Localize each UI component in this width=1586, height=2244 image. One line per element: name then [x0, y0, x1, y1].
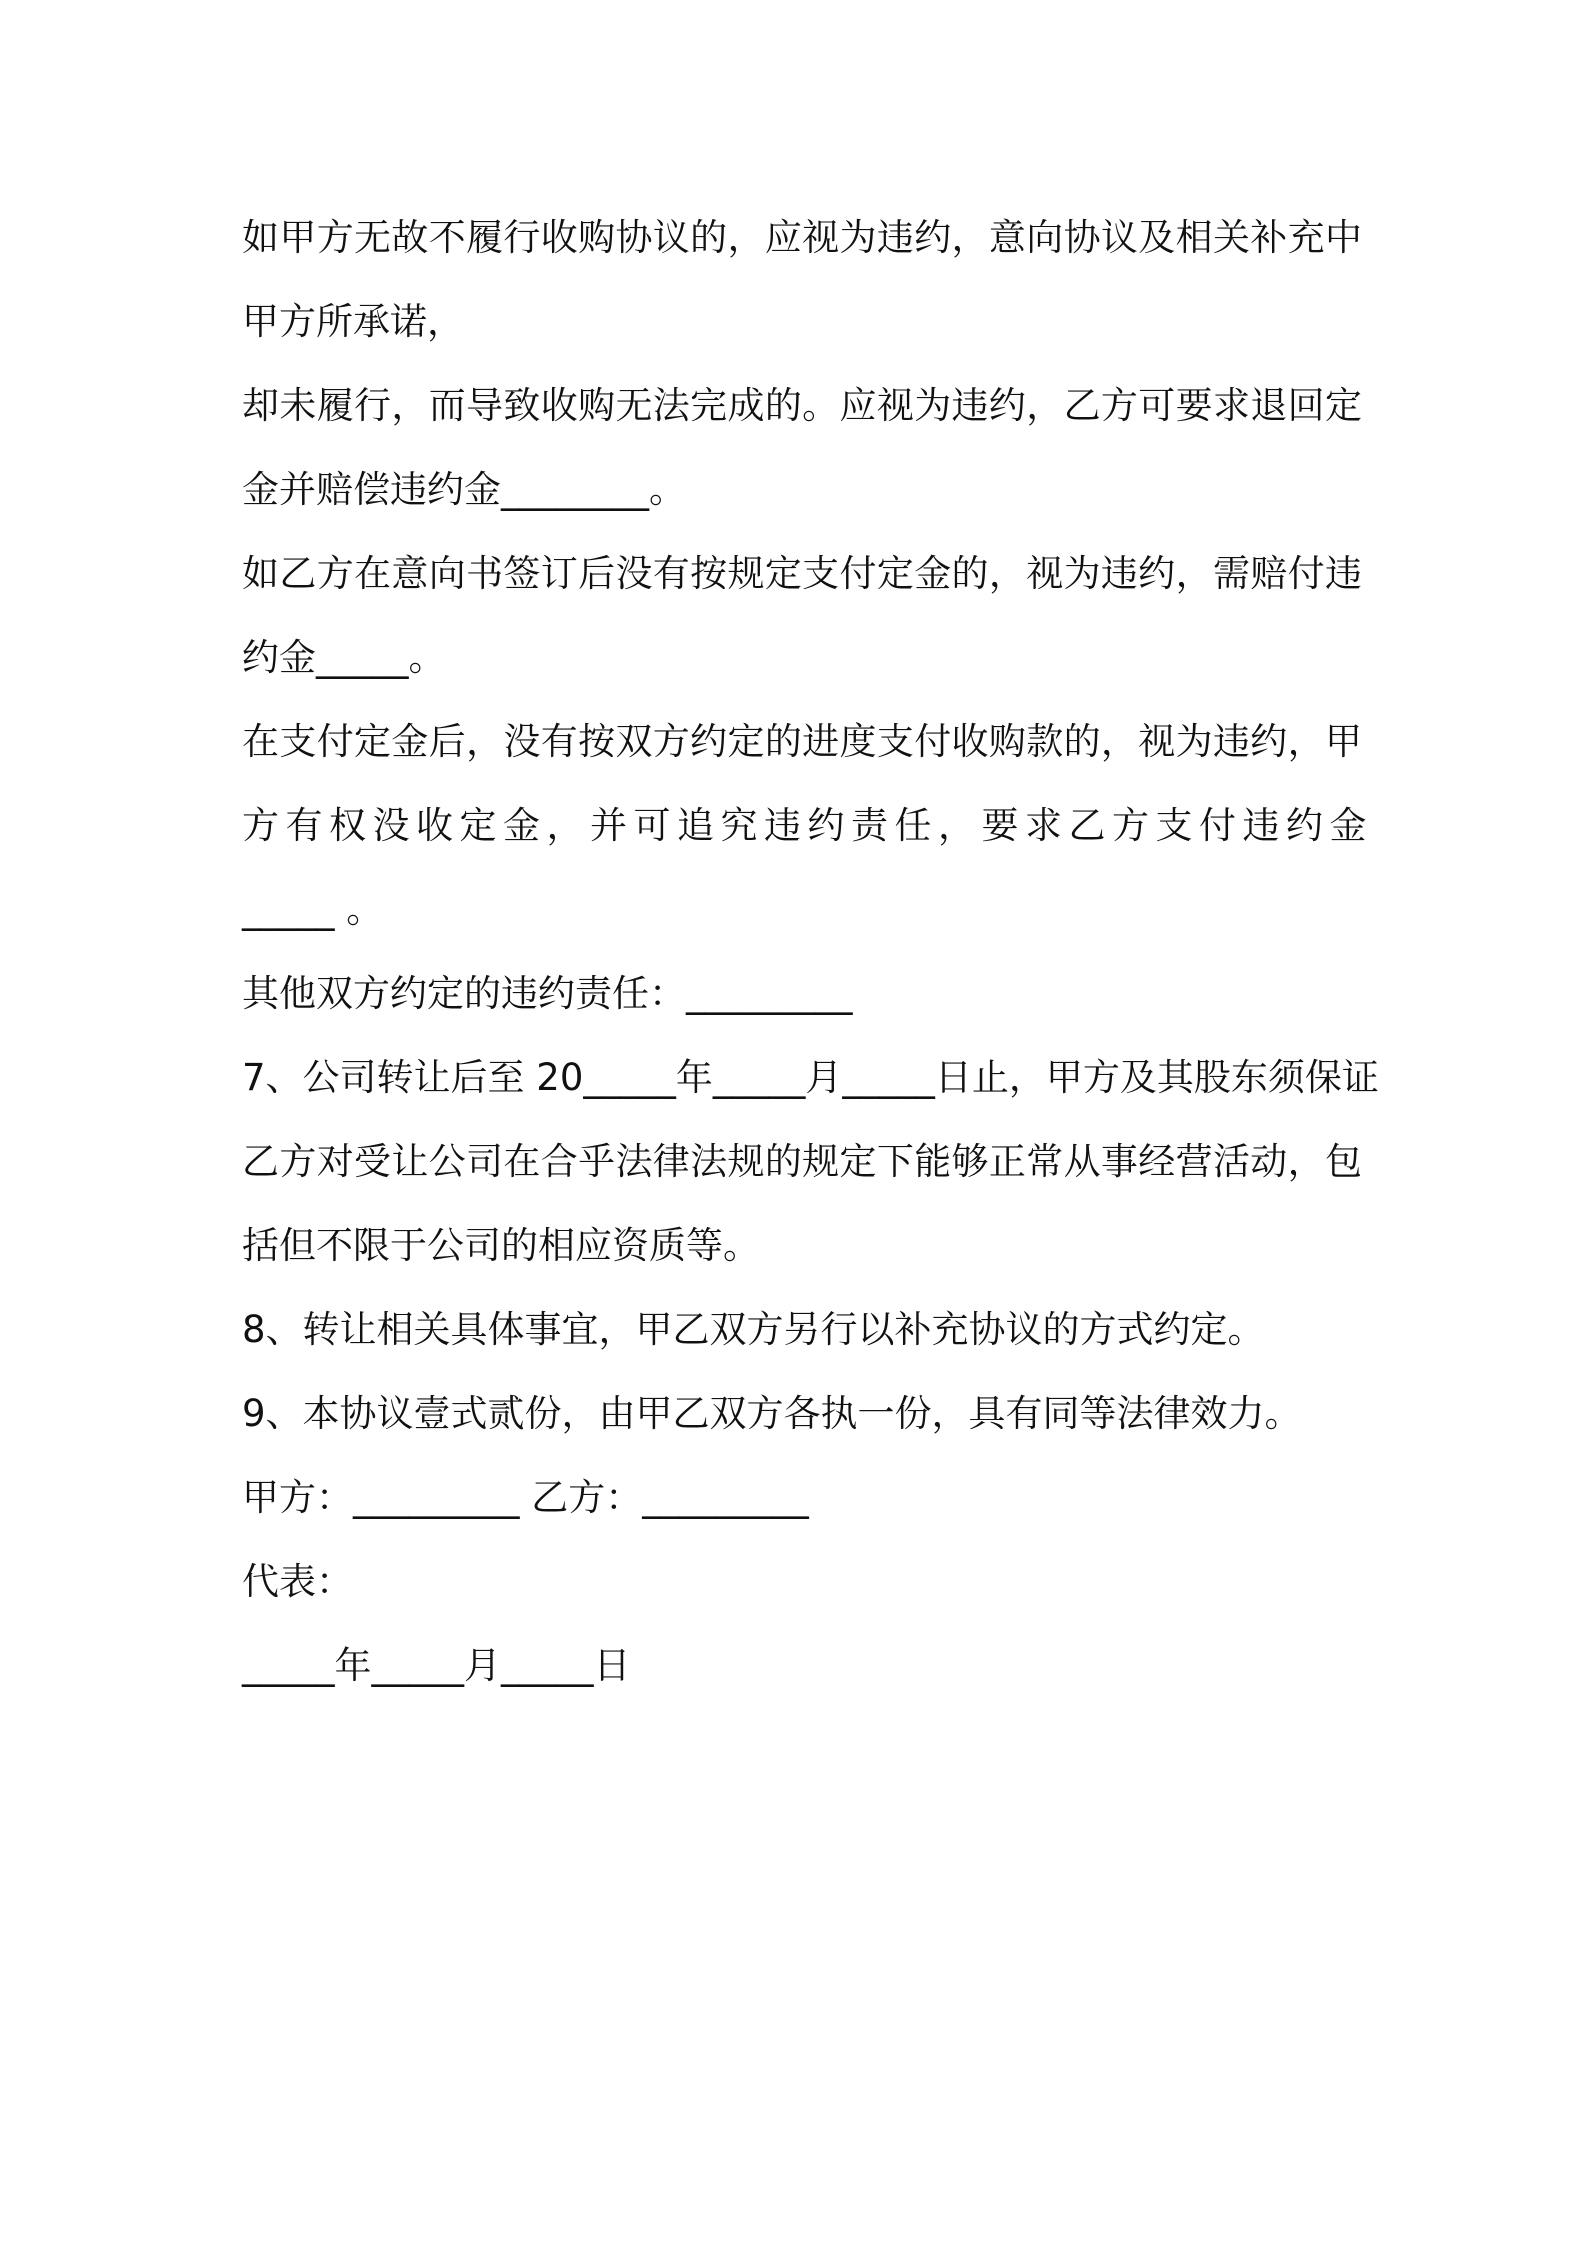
text-line: 9、本协议壹式贰份，由甲乙双方各执一份，具有同等法律效力。 [242, 1392, 1302, 1435]
representative-line: 代表： [242, 1560, 353, 1603]
text-line: 却未履行，而导致收购无法完成的。应视为违约，乙方可要求退回定 [242, 384, 1362, 427]
text-line: 括但不限于公司的相应资质等。 [242, 1224, 760, 1267]
text-line: 8、转让相关具体事宜，甲乙双方另行以补充协议的方式约定。 [242, 1308, 1265, 1351]
text-line: 方有权没收定金，并可追究违约责任，要求乙方支付违约金 [242, 804, 1373, 847]
text-line: 约金_____。 [242, 636, 446, 679]
text-line: 7、公司转让后至 20_____年_____月_____日止，甲方及其股东须保证 [242, 1056, 1379, 1099]
text-line: 甲方所承诺， [242, 300, 464, 343]
text-line: 其他双方约定的违约责任：_________ [242, 972, 853, 1015]
text-line: 如甲方无故不履行收购协议的，应视为违约，意向协议及相关补充中 [242, 216, 1362, 259]
text-line: 如乙方在意向书签订后没有按规定支付定金的，视为违约，需赔付违 [242, 552, 1362, 595]
document-body [242, 196, 1379, 1708]
text-line: 乙方对受让公司在合乎法律法规的规定下能够正常从事经营活动，包 [242, 1140, 1362, 1183]
text-line: 金并赔偿违约金________。 [242, 468, 686, 511]
text-line: 在支付定金后，没有按双方约定的进度支付收购款的，视为违约，甲 [242, 720, 1362, 763]
date-line: _____年_____月_____日 [242, 1644, 631, 1687]
text-line: _____ 。 [242, 888, 384, 931]
signature-line: 甲方：_________ 乙方：_________ [242, 1476, 809, 1519]
